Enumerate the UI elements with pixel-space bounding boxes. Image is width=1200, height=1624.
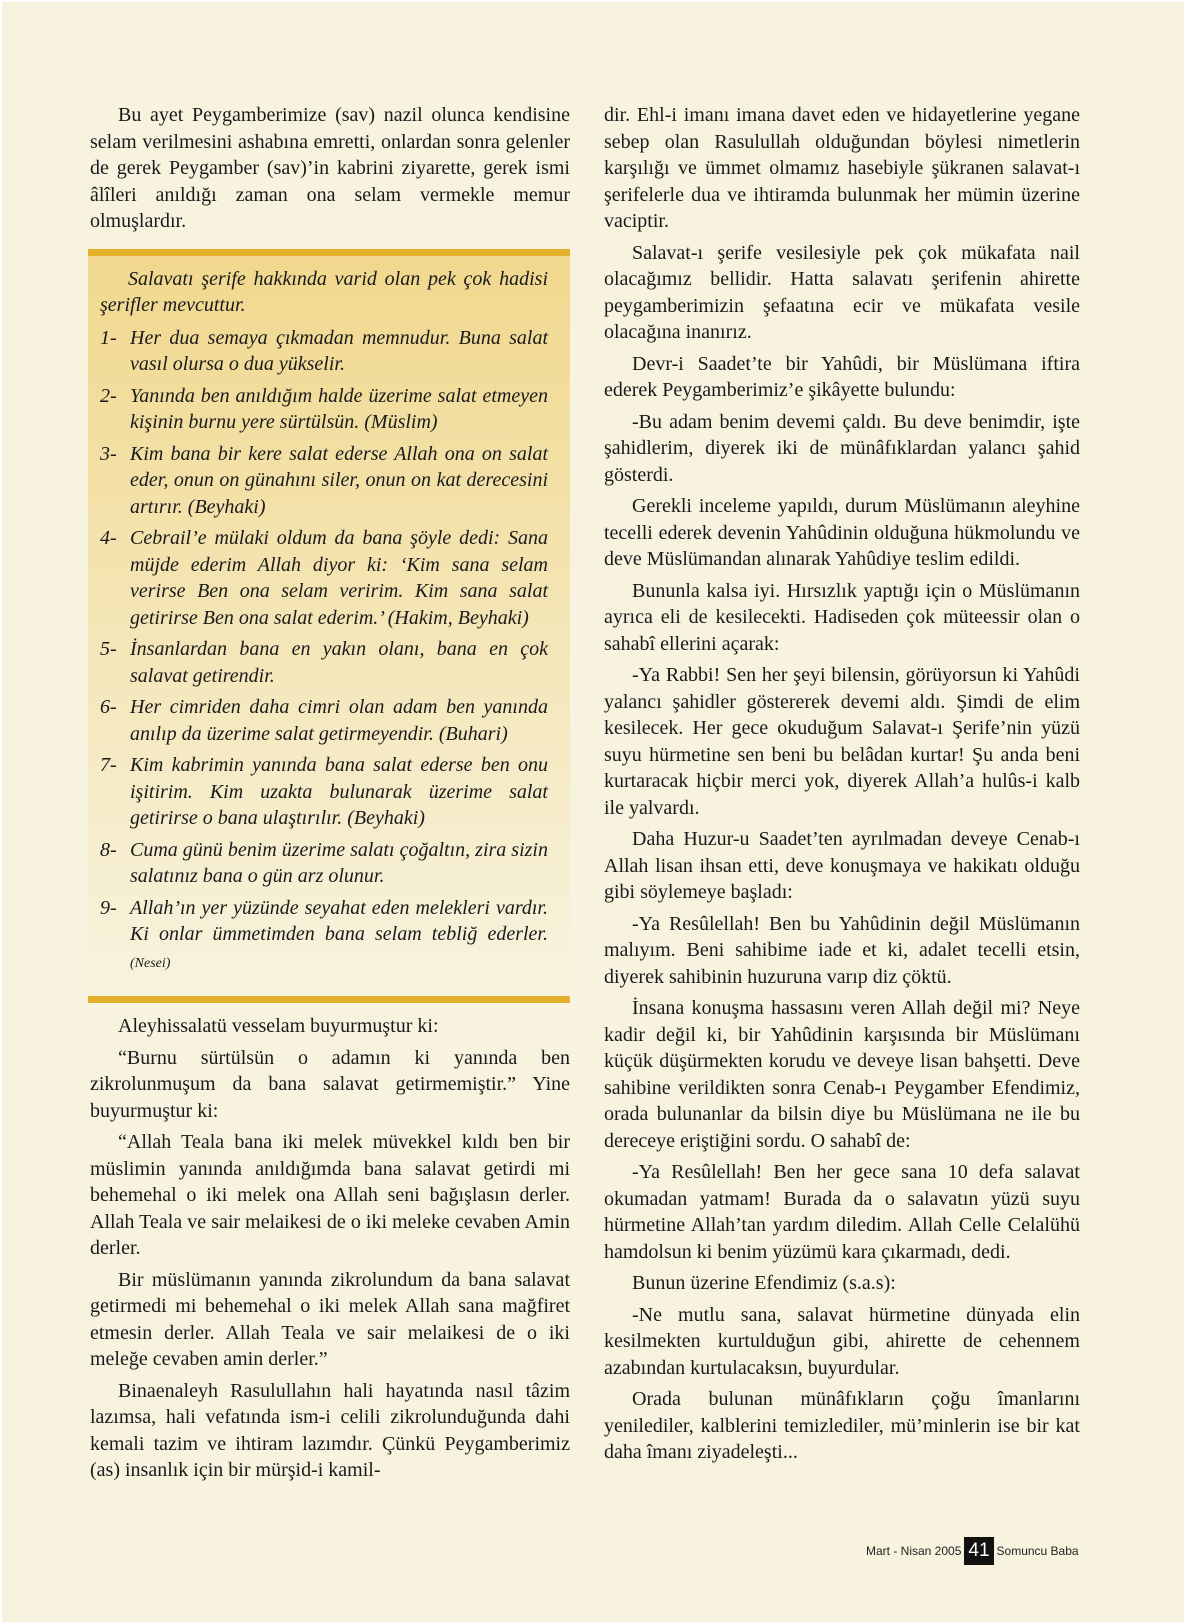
page-number: 41 bbox=[964, 1537, 993, 1565]
hadith-item bbox=[88, 694, 570, 747]
hadith-number: 3- bbox=[100, 442, 117, 465]
hadith-item bbox=[88, 837, 570, 890]
footer-issue: Mart - Nisan 2005 bbox=[866, 1544, 962, 1558]
paragraph: Daha Huzur-u Saadet’ten ayrılmadan deveye Cenab-ı Allah lisan ihsan etti, deve konuşmaya ve hakikatı olduğu gibi söylemeye başladı: bbox=[604, 828, 1080, 903]
paragraph: -Ya Resûlellah! Ben bu Yahûdinin değil Müslümanın malıyım. Beni sahibime iade et ki, adalet tecelli etsin, diyerek sahibinin huzuruna varıp diz çöktü. bbox=[604, 912, 1080, 988]
hadith-text: Kim bana bir kere salat ederse Allah ona on salat eder, onun on günahını siler, onun on kat derecesini artırır. (Beyhaki) bbox=[130, 442, 548, 518]
hadith-text: Yanında ben anıldığım halde üzerime salat etmeyen kişinin burnu yere sürtülsün. (Müslim) bbox=[130, 384, 548, 433]
paragraph: -Ya Rabbi! Sen her şeyi bilensin, görüyorsun ki Yahûdi yalancı şahidler göstererek devemi aldı. Şimdi de elim kesilecek. Her gece okuduğum Salavat-ı Şerife’nin yüzü suyu hürmetine sen beni bu belâdan kurtar! Şu anda beni kurtaracak hiçbir merci yok, diyerek Allah’a hulûs-i kalb ile yalvardı. bbox=[604, 664, 1080, 819]
hadith-number: 8- bbox=[100, 838, 117, 861]
hadith-text: Kim kabrimin yanında bana salat ederse ben onu işitirim. Kim uzakta bulunarak üzerime salat getirirse o bana ulaştırılır. (Beyhaki) bbox=[130, 754, 548, 829]
paragraph: Aleyhissalatü vesselam buyurmuştur ki: bbox=[118, 1015, 439, 1037]
hadith-item bbox=[88, 752, 570, 832]
hadith-list bbox=[88, 325, 570, 978]
footer-magazine-name: Somuncu Baba bbox=[996, 1544, 1079, 1558]
hadith-source: (Nesei) bbox=[130, 955, 171, 971]
hadith-item bbox=[88, 525, 570, 631]
paragraph: Gerekli inceleme yapıldı, durum Müslümanın aleyhine tecelli ederek devenin Yahûdinin olduğuna hükmolundu ve deve Müslümandan alınarak Yahûdiye teslim edildi. bbox=[604, 495, 1080, 570]
hadith-text: Allah’ın yer yüzünde seyahat eden melekleri vardır. Ki onlar ümmetimden bana selam tebliğ ederler. bbox=[130, 896, 548, 945]
hadith-number: 7- bbox=[100, 754, 117, 776]
hadith-item bbox=[88, 383, 570, 436]
hadith-box bbox=[88, 249, 570, 1004]
hadith-item bbox=[88, 441, 570, 521]
paragraph: -Ne mutlu sana, salavat hürmetine dünyada elin kesilmekten kurtulduğun gibi, ahirette de cehennem azabından kurtulacaksın, buyurdular. bbox=[604, 1303, 1080, 1379]
hadith-text: Cebrail’e mülaki oldum da bana şöyle dedi: Sana müjde ederim Allah diyor ki: ‘Kim sana selam verirse Ben ona selam veririm. Kim sana salat getirirse Ben ona salat ederim.’ (Hakim, Beyhaki) bbox=[130, 527, 548, 629]
left-column bbox=[90, 102, 570, 1489]
hadith-text: Her cimriden daha cimri olan adam ben yanında anılıp da üzerime salat getirmeyendir. (Buhari) bbox=[130, 696, 548, 745]
hadith-number: 1- bbox=[100, 326, 117, 349]
hadith-item bbox=[88, 895, 570, 978]
hadith-text: Her dua semaya çıkmadan memnudur. Buna salat vasıl olursa o dua yükselir. bbox=[130, 326, 548, 375]
hadith-box-intro: Salavatı şerife hakkında varid olan pek çok hadisi şerifler mevcuttur. bbox=[100, 267, 548, 316]
hadith-item bbox=[88, 636, 570, 689]
hadith-number: 9- bbox=[100, 896, 117, 919]
paragraph: Binaenaleyh Rasulullahın hali hayatında nasıl tâzim lazımsa, hali vefatında ism-i celili zikrolunduğunda dahi kemali tazim ve ihtiram lazımdır. Çünkü Peygamberimiz (as) insanlık için bir mürşid-i kamil- bbox=[90, 1379, 570, 1481]
hadith-number: 5- bbox=[100, 638, 117, 660]
paragraph: Devr-i Saadet’te bir Yahûdi, bir Müslümana iftira ederek Peygamberimiz’e şikâyette bulundu: bbox=[604, 352, 1080, 401]
paragraph: “Allah Teala bana iki melek müvekkel kıldı ben bir müslimin yanında anıldığımda bana salavat getirdi mi behemehal o iki melek ona Allah seni bağışlasın derler. Allah Teala ve sair melaikesi de o iki meleke cevaben Amin derler. bbox=[90, 1131, 570, 1259]
hadith-number: 6- bbox=[100, 696, 117, 718]
paragraph: Bunun üzerine Efendimiz (s.a.s): bbox=[632, 1272, 896, 1294]
paragraph: Salavat-ı şerife vesilesiyle pek çok mükafata nail olacağımız bellidir. Hatta salavatı şerifenin ahirette peygamberimizin şefaatına ecir ve mükafata vesile olacağına inanırız. bbox=[604, 241, 1080, 343]
paragraph: dir. Ehl-i imanı imana davet eden ve hidayetlerine yegane sebep olan Rasulullah olduğundan böylesi nimetlerin karşılığı ve ümmet olmamız hasebiyle şükranen salavat-ı şerifelerle dua ve ihtiramda bulunmak her mümin üzerine vaciptir. bbox=[604, 104, 1080, 232]
page-footer bbox=[866, 1537, 1079, 1565]
paragraph: “Burnu sürtülsün o adamın ki yanında ben zikrolunmuşum da bana salavat getirmemiştir.” Yine buyurmuştur ki: bbox=[90, 1046, 570, 1122]
paragraph: -Ya Resûlellah! Ben her gece sana 10 defa salavat okumadan yatmam! Burada da o salavatın yüzü suyu hürmetine Allah’tan yardım diledim. Allah Celle Celalühü hamdolsun ki benim yüzümü kara çıkarmadı, dedi. bbox=[604, 1161, 1080, 1263]
hadith-text: Cuma günü benim üzerime salatı çoğaltın, zira sizin salatınız bana o gün arz olunur. bbox=[130, 838, 548, 887]
paragraph: Bununla kalsa iyi. Hırsızlık yaptığı için o Müslümanın ayrıca eli de kesilecekti. Hadiseden çok müteessir olan o sahabî ellerini açarak: bbox=[604, 579, 1080, 655]
right-column bbox=[604, 102, 1080, 1471]
magazine-page bbox=[2, 2, 1184, 1622]
paragraph: İnsana konuşma hassasını veren Allah değil mi? Neye kadir değil ki, bir Yahûdinin karşısında bir Müslümanı küçük düşürmekten korudu ve deveye lisan bahşetti. Deve sahibine verildikten sonra Cenab-ı Peygamber Efendimiz, orada bulunanlar da bilsin diye bu Müslümana ne ile bu dereceye eriştiğini sordu. O sahabî de: bbox=[604, 997, 1080, 1152]
hadith-item bbox=[88, 325, 570, 378]
hadith-number: 2- bbox=[100, 384, 117, 407]
paragraph: Bu ayet Peygamberimize (sav) nazil olunca kendisine selam verilmesini ashabına emretti, onlardan sonra gelenler de gerek Peygamber (sav)’in kabrini ziyarette, gerek ismi âlîleri anıldığı zaman ona selam vermekle memur olmuşlardır. bbox=[90, 104, 570, 232]
hadith-text: İnsanlardan bana en yakın olanı, bana en çok salavat getirendir. bbox=[130, 638, 548, 687]
paragraph: Orada bulunan münâfıkların çoğu îmanlarını yenilediler, kalblerini temizlediler, mü’minlerin ise bir kat daha îmanı ziyadeleşti... bbox=[604, 1388, 1080, 1463]
paragraph: Bir müslümanın yanında zikrolundum da bana salavat getirmedi mi behemehal o iki melek Allah sana mağfiret etmesin derler. Allah Teala ve sair melaikesi de o iki meleğe cevaben amin derler.” bbox=[90, 1268, 570, 1370]
paragraph: -Bu adam benim devemi çaldı. Bu deve benimdir, işte şahidlerim, diyerek iki de münâfıklardan yalancı şahid gösterdi. bbox=[604, 410, 1080, 486]
hadith-number: 4- bbox=[100, 527, 117, 549]
